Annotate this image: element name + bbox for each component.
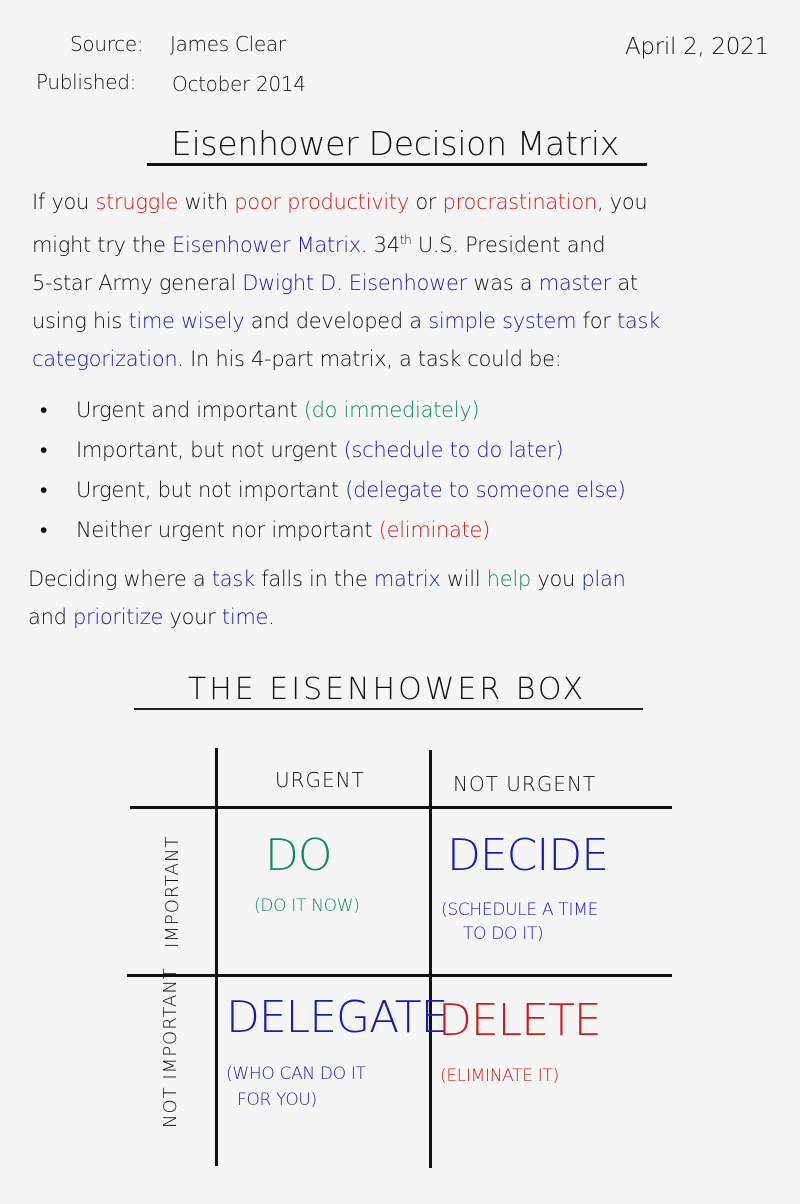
quadrant-do-label: DO [265,830,332,881]
quadrant-delete-label: DELETE [438,995,601,1046]
bullet-item: • Important, but not urgent (schedule to do later) [40,430,625,470]
highlight-procrastination: procrastination [442,190,597,214]
page-title: Eisenhower Decision Matrix [171,124,619,163]
grid-hline-middle [127,974,672,977]
column-header-not-urgent: NOT URGENT [453,772,597,796]
intro-line-4: using his time wisely and developed a simple system for task [32,309,660,333]
box-title-underline [134,708,643,710]
title-underline [147,163,647,166]
quadrant-delegate-label: DELEGATE [226,992,448,1043]
highlight-struggle: struggle [95,190,179,214]
highlight-master: master [538,271,611,295]
intro-line-1: If you struggle with poor productivity or procrastination, you [32,190,648,214]
quadrant-delete-subtitle: (ELIMINATE IT) [440,1066,559,1086]
row-header-important: IMPORTANT [162,835,183,948]
source-value: James Clear [170,32,286,56]
highlight-poor-productivity: poor productivity [234,190,409,214]
highlight-dwight-eisenhower: Dwight D. Eisenhower [242,271,467,295]
highlight-eisenhower-matrix: Eisenhower Matrix [172,233,361,257]
bullet-item: • Urgent, but not important (delegate to someone else) [40,470,625,510]
source-label: Source: [70,32,144,56]
published-label: Published: [36,70,137,94]
highlight-task: task [616,309,660,333]
highlight-simple-system: simple system [428,309,577,333]
conclusion-paragraph: Deciding where a task falls in the matrix will help you plan and prioritize your time. [28,567,626,629]
bullet-list [40,390,625,550]
quadrant-decide-label: DECIDE [447,830,609,881]
column-header-urgent: URGENT [275,768,365,792]
date: April 2, 2021 [625,34,769,60]
quadrant-decide-subtitle-1: (SCHEDULE A TIME [441,900,599,920]
intro-line-2: might try the Eisenhower Matrix. 34th U.S. President and [32,233,606,257]
highlight-time-wisely: time wisely [128,309,245,333]
row-header-not-important: NOT IMPORTANT [160,967,181,1128]
quadrant-delegate-subtitle-1: (WHO CAN DO IT [226,1064,366,1084]
bullet-item: • Urgent and important (do immediately) [40,390,625,430]
grid-hline-top [130,806,672,809]
quadrant-do-subtitle: (DO IT NOW) [254,896,360,916]
intro-line-5: categorization. In his 4-part matrix, a task could be: [32,347,562,371]
quadrant-decide-subtitle-2: TO DO IT) [463,924,544,944]
grid-vline-left [215,748,218,1166]
box-title: THE EISENHOWER BOX [187,672,587,707]
intro-line-3: 5-star Army general Dwight D. Eisenhower was a master at [32,271,638,295]
highlight-categorization: categorization [32,347,178,371]
quadrant-delegate-subtitle-2: FOR YOU) [237,1090,317,1110]
intro-paragraph [32,183,772,378]
grid-vline-right [429,750,432,1168]
published-value: October 2014 [172,72,306,96]
bullet-item: • Neither urgent nor important (eliminate) [40,510,625,550]
